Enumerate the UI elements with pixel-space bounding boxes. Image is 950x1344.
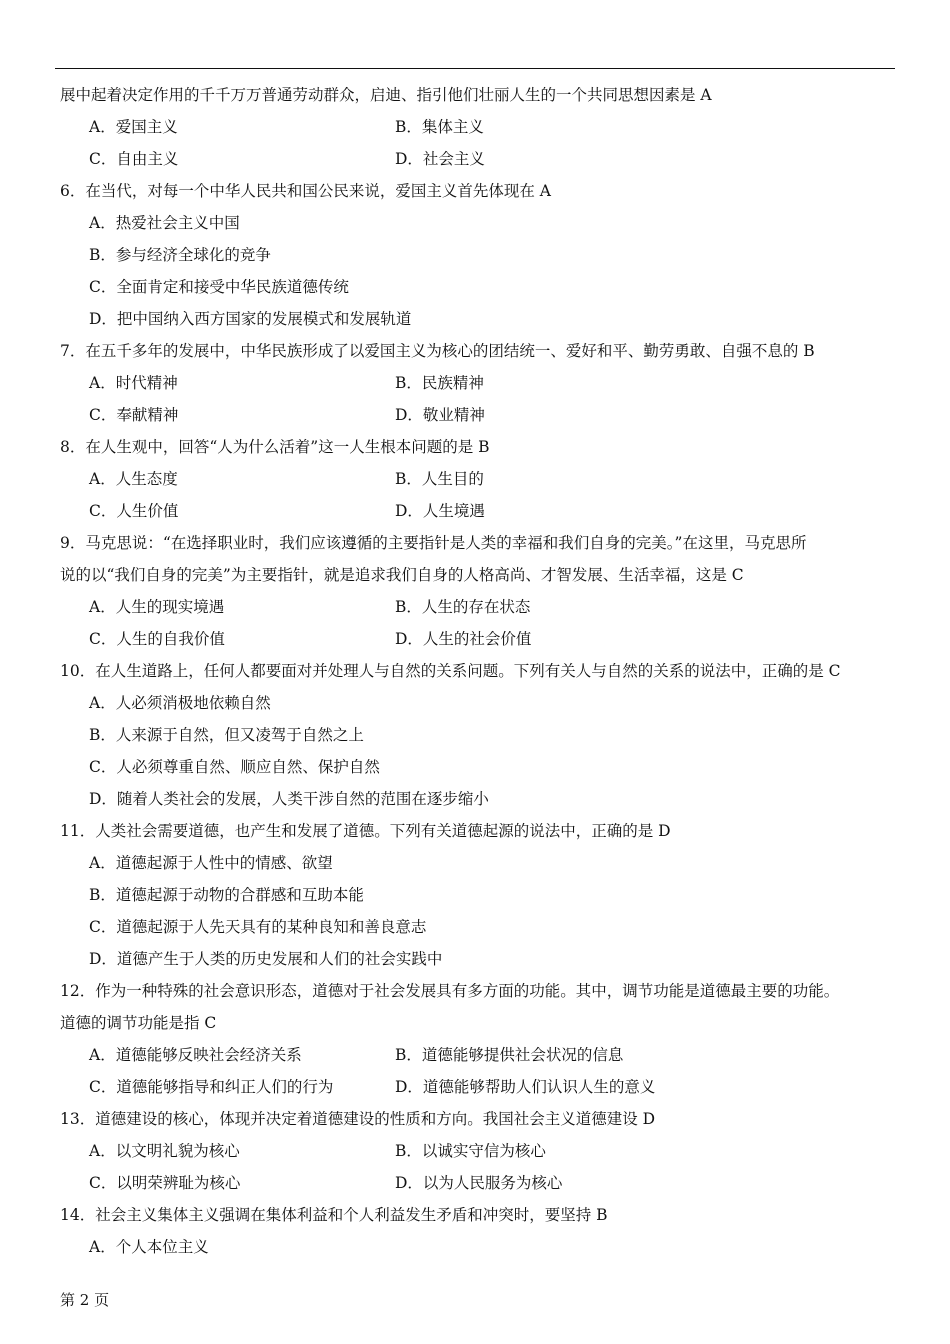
answer-option: D．随着人类社会的发展，人类干涉自然的范围在逐步缩小: [89, 790, 489, 808]
answer-option: A．爱国主义: [89, 118, 178, 136]
question-text: 展中起着决定作用的千千万万普通劳动群众，启迪、指引他们壮丽人生的一个共同思想因素是 A: [60, 86, 712, 104]
answer-option: C．人生价值: [89, 502, 179, 520]
answer-option: A．热爱社会主义中国: [89, 214, 240, 232]
answer-option-row: [60, 1039, 900, 1071]
question-text: 道德的调节功能是指 C: [60, 1014, 217, 1032]
answer-option: C．人必须尊重自然、顺应自然、保护自然: [89, 758, 380, 776]
answer-option: A．人生态度: [89, 470, 178, 488]
question-text: 9．马克思说：“在选择职业时，我们应该遵循的主要指针是人类的幸福和我们自身的完美。”在这里，马克思所: [60, 534, 807, 552]
answer-option-row: [60, 623, 900, 655]
question-text: 11．人类社会需要道德，也产生和发展了道德。下列有关道德起源的说法中，正确的是 D: [60, 822, 671, 840]
answer-option: A．道德起源于人性中的情感、欲望: [89, 854, 333, 872]
answer-option: D．人生境遇: [395, 502, 485, 520]
answer-option-row: [60, 1135, 900, 1167]
answer-option: A．个人本位主义: [89, 1238, 209, 1256]
answer-option: A．时代精神: [89, 374, 178, 392]
answer-option: A．道德能够反映社会经济关系: [89, 1046, 302, 1064]
question-text: 6．在当代，对每一个中华人民共和国公民来说，爱国主义首先体现在 A: [60, 182, 551, 200]
answer-option: C．自由主义: [89, 150, 179, 168]
answer-option-row: [60, 591, 900, 623]
question-text: 13．道德建设的核心，体现并决定着道德建设的性质和方向。我国社会主义道德建设 D: [60, 1110, 656, 1128]
answer-option: B．参与经济全球化的竞争: [89, 246, 271, 264]
answer-option: D．道德产生于人类的历史发展和人们的社会实践中: [89, 950, 443, 968]
answer-option: C．道德起源于人先天具有的某种良知和善良意志: [89, 918, 427, 936]
answer-option: D．人生的社会价值: [395, 630, 532, 648]
page-number: 第 2 页: [60, 1291, 110, 1309]
answer-option: A．以文明礼貌为核心: [89, 1142, 240, 1160]
answer-option: B．道德起源于动物的合群感和互助本能: [89, 886, 364, 904]
answer-option: C．人生的自我价值: [89, 630, 225, 648]
answer-option-row: [60, 1071, 900, 1103]
question-text: 14．社会主义集体主义强调在集体利益和个人利益发生矛盾和冲突时，要坚持 B: [60, 1206, 608, 1224]
answer-option: B．道德能够提供社会状况的信息: [395, 1046, 624, 1064]
answer-option-row: [60, 111, 900, 143]
answer-option: B．以诚实守信为核心: [395, 1142, 546, 1160]
question-text: 10．在人生道路上，任何人都要面对并处理人与自然的关系问题。下列有关人与自然的关系的说法中，正确的是 C: [60, 662, 841, 680]
question-text: 7．在五千多年的发展中，中华民族形成了以爱国主义为核心的团结统一、爱好和平、勤劳勇敢、自强不息的 B: [60, 342, 815, 360]
answer-option: D．以为人民服务为核心: [395, 1174, 563, 1192]
question-text: 8．在人生观中，回答“人为什么活着”这一人生根本问题的是 B: [60, 438, 490, 456]
header-rule: [55, 68, 895, 69]
answer-option: B．民族精神: [395, 374, 484, 392]
answer-option-row: [60, 1167, 900, 1199]
answer-option: A．人必须消极地依赖自然: [89, 694, 271, 712]
answer-option: D．把中国纳入西方国家的发展模式和发展轨道: [89, 310, 412, 328]
answer-option-row: [60, 367, 900, 399]
answer-option: D．社会主义: [395, 150, 485, 168]
answer-option: D．敬业精神: [395, 406, 485, 424]
answer-option: C．以明荣辨耻为核心: [89, 1174, 241, 1192]
answer-option: A．人生的现实境遇: [89, 598, 225, 616]
answer-option: B．人来源于自然，但又凌驾于自然之上: [89, 726, 364, 744]
answer-option-row: [60, 463, 900, 495]
question-text: 12．作为一种特殊的社会意识形态，道德对于社会发展具有多方面的功能。其中，调节功能是道德最主要的功能。: [60, 982, 840, 1000]
answer-option-row: [60, 143, 900, 175]
answer-option: D．道德能够帮助人们认识人生的意义: [395, 1078, 656, 1096]
answer-option: B．人生目的: [395, 470, 484, 488]
answer-option: B．人生的存在状态: [395, 598, 531, 616]
answer-option: C．道德能够指导和纠正人们的行为: [89, 1078, 334, 1096]
answer-option: B．集体主义: [395, 118, 484, 136]
answer-option-row: [60, 495, 900, 527]
answer-option-row: [60, 399, 900, 431]
answer-option: C．全面肯定和接受中华民族道德传统: [89, 278, 349, 296]
question-text: 说的以“我们自身的完美”为主要指针，就是追求我们自身的人格高尚、才智发展、生活幸福，这是 C: [60, 566, 744, 584]
answer-option: C．奉献精神: [89, 406, 179, 424]
page-content: [60, 79, 900, 1263]
